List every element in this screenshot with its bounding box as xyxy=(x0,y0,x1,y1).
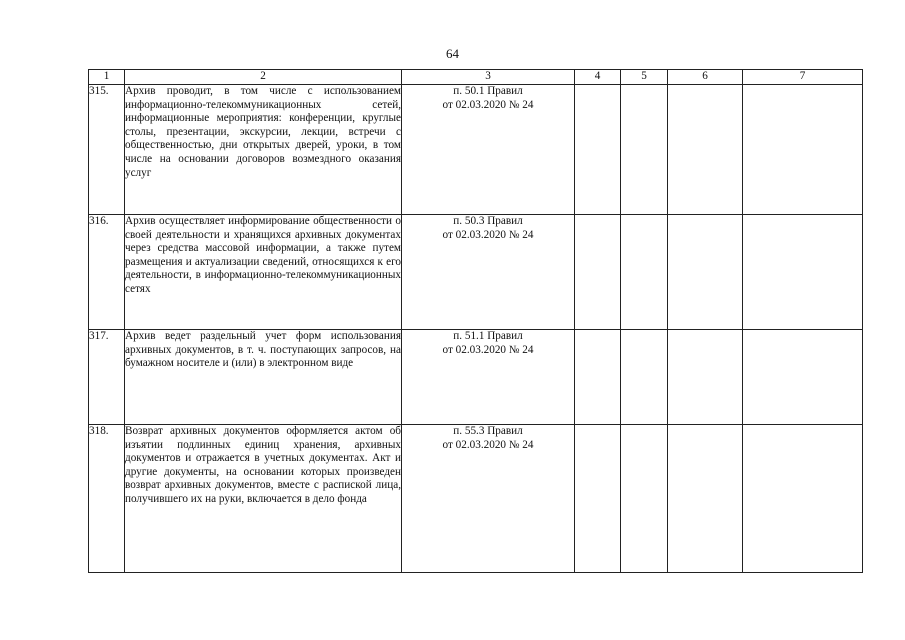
reference-clause: п. 51.1 Правил xyxy=(453,330,523,342)
empty-cell-7 xyxy=(743,425,863,573)
table-row xyxy=(89,85,863,215)
empty-cell-5 xyxy=(621,330,668,425)
row-legal-reference xyxy=(402,85,575,215)
empty-cell-6 xyxy=(668,425,743,573)
empty-cell-4 xyxy=(575,330,621,425)
column-header-6: 6 xyxy=(668,70,743,85)
empty-cell-7 xyxy=(743,215,863,330)
column-header-2: 2 xyxy=(125,70,402,85)
row-number: 315. xyxy=(89,85,125,215)
row-number: 316. xyxy=(89,215,125,330)
reference-date: от 02.03.2020 № 24 xyxy=(442,228,534,241)
empty-cell-6 xyxy=(668,85,743,215)
empty-cell-5 xyxy=(621,425,668,573)
reference-clause: п. 50.3 Правил xyxy=(453,215,523,227)
row-requirement-text: Возврат архивных документов оформляется актом об изъятии подлинных единиц хранения, архивных документов и отражается в учетных документах. Акт и другие документы, на основании которых произведен возврат архивных документов, вместе с распиской лица, получившего их на руки, включается в дело фонда xyxy=(125,425,402,573)
table-row xyxy=(89,425,863,573)
reference-date: от 02.03.2020 № 24 xyxy=(442,98,534,111)
column-header-7: 7 xyxy=(743,70,863,85)
reference-date: от 02.03.2020 № 24 xyxy=(442,438,534,451)
table-row xyxy=(89,330,863,425)
table-row xyxy=(89,215,863,330)
requirements-table xyxy=(88,69,863,573)
page-number: 64 xyxy=(446,46,459,61)
empty-cell-6 xyxy=(668,330,743,425)
row-requirement-text: Архив осуществляет информирование общественности о своей деятельности и хранящихся архивных документах через средства массовой информации, а также путем размещения и актуализации сведений, относящихся к его деятельности, в информационно-телекоммуникационных сетях xyxy=(125,215,402,330)
empty-cell-7 xyxy=(743,85,863,215)
column-header-4: 4 xyxy=(575,70,621,85)
row-requirement-text: Архив проводит, в том числе с использованием информационно-телекоммуникационных сетей, информационные мероприятия: конференции, круглые столы, презентации, экскурсии, лекции, встречи с общественностью, дни открытых дверей, уроки, в том числе на основании договоров возмездного оказания услуг xyxy=(125,85,402,215)
column-header-1: 1 xyxy=(89,70,125,85)
header-row xyxy=(89,70,863,85)
reference-clause: п. 55.3 Правил xyxy=(453,425,523,437)
column-header-3: 3 xyxy=(402,70,575,85)
empty-cell-5 xyxy=(621,85,668,215)
row-legal-reference xyxy=(402,425,575,573)
column-header-5: 5 xyxy=(621,70,668,85)
row-number: 318. xyxy=(89,425,125,573)
empty-cell-7 xyxy=(743,330,863,425)
row-requirement-text: Архив ведет раздельный учет форм использования архивных документов, в т. ч. поступающих запросов, на бумажном носителе и (или) в электронном виде xyxy=(125,330,402,425)
empty-cell-6 xyxy=(668,215,743,330)
row-legal-reference xyxy=(402,330,575,425)
row-number: 317. xyxy=(89,330,125,425)
empty-cell-4 xyxy=(575,425,621,573)
reference-clause: п. 50.1 Правил xyxy=(453,85,523,97)
empty-cell-4 xyxy=(575,85,621,215)
empty-cell-5 xyxy=(621,215,668,330)
reference-date: от 02.03.2020 № 24 xyxy=(442,343,534,356)
row-legal-reference xyxy=(402,215,575,330)
empty-cell-4 xyxy=(575,215,621,330)
